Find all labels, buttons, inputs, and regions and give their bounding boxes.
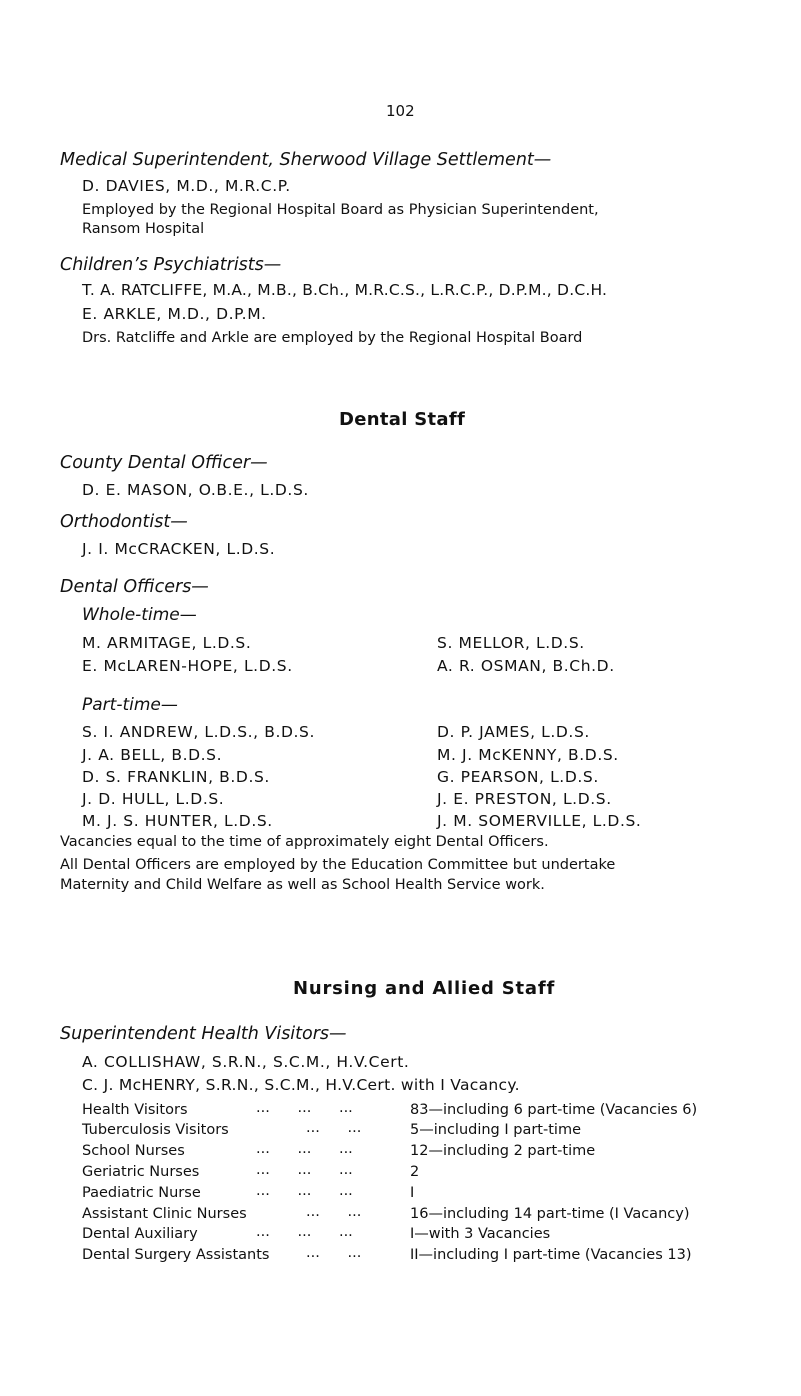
staff-count: 2 — [410, 1164, 420, 1180]
leader-dots: ... ... — [306, 1120, 362, 1136]
part-time-officer: J. M. SOMERVILLE, L.D.S. — [437, 812, 642, 830]
part-time-officer: J. D. HULL, L.D.S. — [82, 790, 225, 808]
staff-count: 83—including 6 part-time (Vacancies 6) — [410, 1102, 698, 1118]
whole-time-heading: Whole-time— — [82, 605, 197, 625]
dental-staff-title: Dental Staff — [339, 409, 466, 430]
leader-dots: ... ... — [306, 1245, 362, 1261]
medical-superintendent-note-line2: Ransom Hospital — [82, 221, 205, 237]
superintendent-mchenry: C. J. McHENRY, S.R.N., S.C.M., H.V.Cert. with I Vacancy. — [82, 1076, 520, 1094]
leader-dots: ... ... ... — [256, 1224, 353, 1240]
psychiatrist-arkle: E. ARKLE, M.D., D.P.M. — [82, 305, 267, 323]
staff-role: Dental Surgery Assistants — [82, 1247, 270, 1263]
part-time-officer: J. E. PRESTON, L.D.S. — [437, 790, 612, 808]
staff-count: II—including I part-time (Vacancies 13) — [410, 1247, 692, 1263]
psychiatrists-heading: Children’s Psychiatrists— — [60, 255, 282, 275]
medical-superintendent-heading: Medical Superintendent, Sherwood Village Settlement— — [60, 150, 552, 170]
staff-role: Geriatric Nurses — [82, 1164, 200, 1180]
whole-time-officer: S. MELLOR, L.D.S. — [437, 634, 585, 652]
staff-count: 5—including I part-time — [410, 1122, 581, 1138]
whole-time-officer: M. ARMITAGE, L.D.S. — [82, 634, 252, 652]
staff-role: Tuberculosis Visitors — [82, 1122, 229, 1138]
superintendent-health-visitors-heading: Superintendent Health Visitors— — [60, 1024, 347, 1044]
staff-role: Paediatric Nurse — [82, 1185, 201, 1201]
nursing-staff-title: Nursing and Allied Staff — [293, 978, 556, 999]
staff-count: I — [410, 1185, 415, 1201]
part-time-officer: M. J. S. HUNTER, L.D.S. — [82, 812, 273, 830]
psychiatrist-ratcliffe: T. A. RATCLIFFE, M.A., M.B., B.Ch., M.R.C.S., L.R.C.P., D.P.M., D.C.H. — [82, 281, 608, 299]
dental-employment-note-line2: Maternity and Child Welfare as well as School Health Service work. — [60, 877, 545, 893]
orthodontist-heading: Orthodontist— — [60, 512, 188, 532]
leader-dots: ... ... ... — [256, 1141, 353, 1157]
medical-superintendent-name: D. DAVIES, M.D., M.R.C.P. — [82, 177, 291, 195]
whole-time-officer: A. R. OSMAN, B.Ch.D. — [437, 657, 615, 675]
orthodontist-name: J. I. McCRACKEN, L.D.S. — [82, 540, 276, 558]
staff-count: 12—including 2 part-time — [410, 1143, 596, 1159]
leader-dots: ... ... ... — [256, 1162, 353, 1178]
leader-dots: ... ... ... — [256, 1183, 353, 1199]
part-time-officer: S. I. ANDREW, L.D.S., B.D.S. — [82, 723, 316, 741]
whole-time-officer: E. McLAREN-HOPE, L.D.S. — [82, 657, 293, 675]
part-time-officer: D. S. FRANKLIN, B.D.S. — [82, 768, 270, 786]
part-time-heading: Part-time— — [82, 695, 178, 715]
county-dental-officer-heading: County Dental Officer— — [60, 453, 268, 473]
leader-dots: ... ... — [306, 1204, 362, 1220]
psychiatrists-note: Drs. Ratcliffe and Arkle are employed by the Regional Hospital Board — [82, 330, 583, 346]
part-time-officer: G. PEARSON, L.D.S. — [437, 768, 599, 786]
staff-role: Assistant Clinic Nurses — [82, 1206, 247, 1222]
dental-employment-note-line1: All Dental Officers are employed by the Education Committee but undertake — [60, 857, 616, 873]
superintendent-collishaw: A. COLLISHAW, S.R.N., S.C.M., H.V.Cert. — [82, 1053, 410, 1071]
staff-role: Health Visitors — [82, 1102, 188, 1118]
county-dental-officer-name: D. E. MASON, O.B.E., L.D.S. — [82, 481, 309, 499]
part-time-officer: M. J. McKENNY, B.D.S. — [437, 746, 619, 764]
part-time-officer: J. A. BELL, B.D.S. — [82, 746, 223, 764]
leader-dots: ... ... ... — [256, 1100, 353, 1116]
page-number: 102 — [386, 102, 415, 120]
part-time-officer: D. P. JAMES, L.D.S. — [437, 723, 590, 741]
staff-role: Dental Auxiliary — [82, 1226, 198, 1242]
medical-superintendent-note-line1: Employed by the Regional Hospital Board as Physician Superintendent, — [82, 202, 599, 218]
staff-count: 16—including 14 part-time (I Vacancy) — [410, 1206, 690, 1222]
staff-role: School Nurses — [82, 1143, 185, 1159]
staff-count: I—with 3 Vacancies — [410, 1226, 551, 1242]
dental-vacancies-note: Vacancies equal to the time of approximately eight Dental Officers. — [60, 834, 549, 850]
dental-officers-heading: Dental Officers— — [60, 577, 209, 597]
